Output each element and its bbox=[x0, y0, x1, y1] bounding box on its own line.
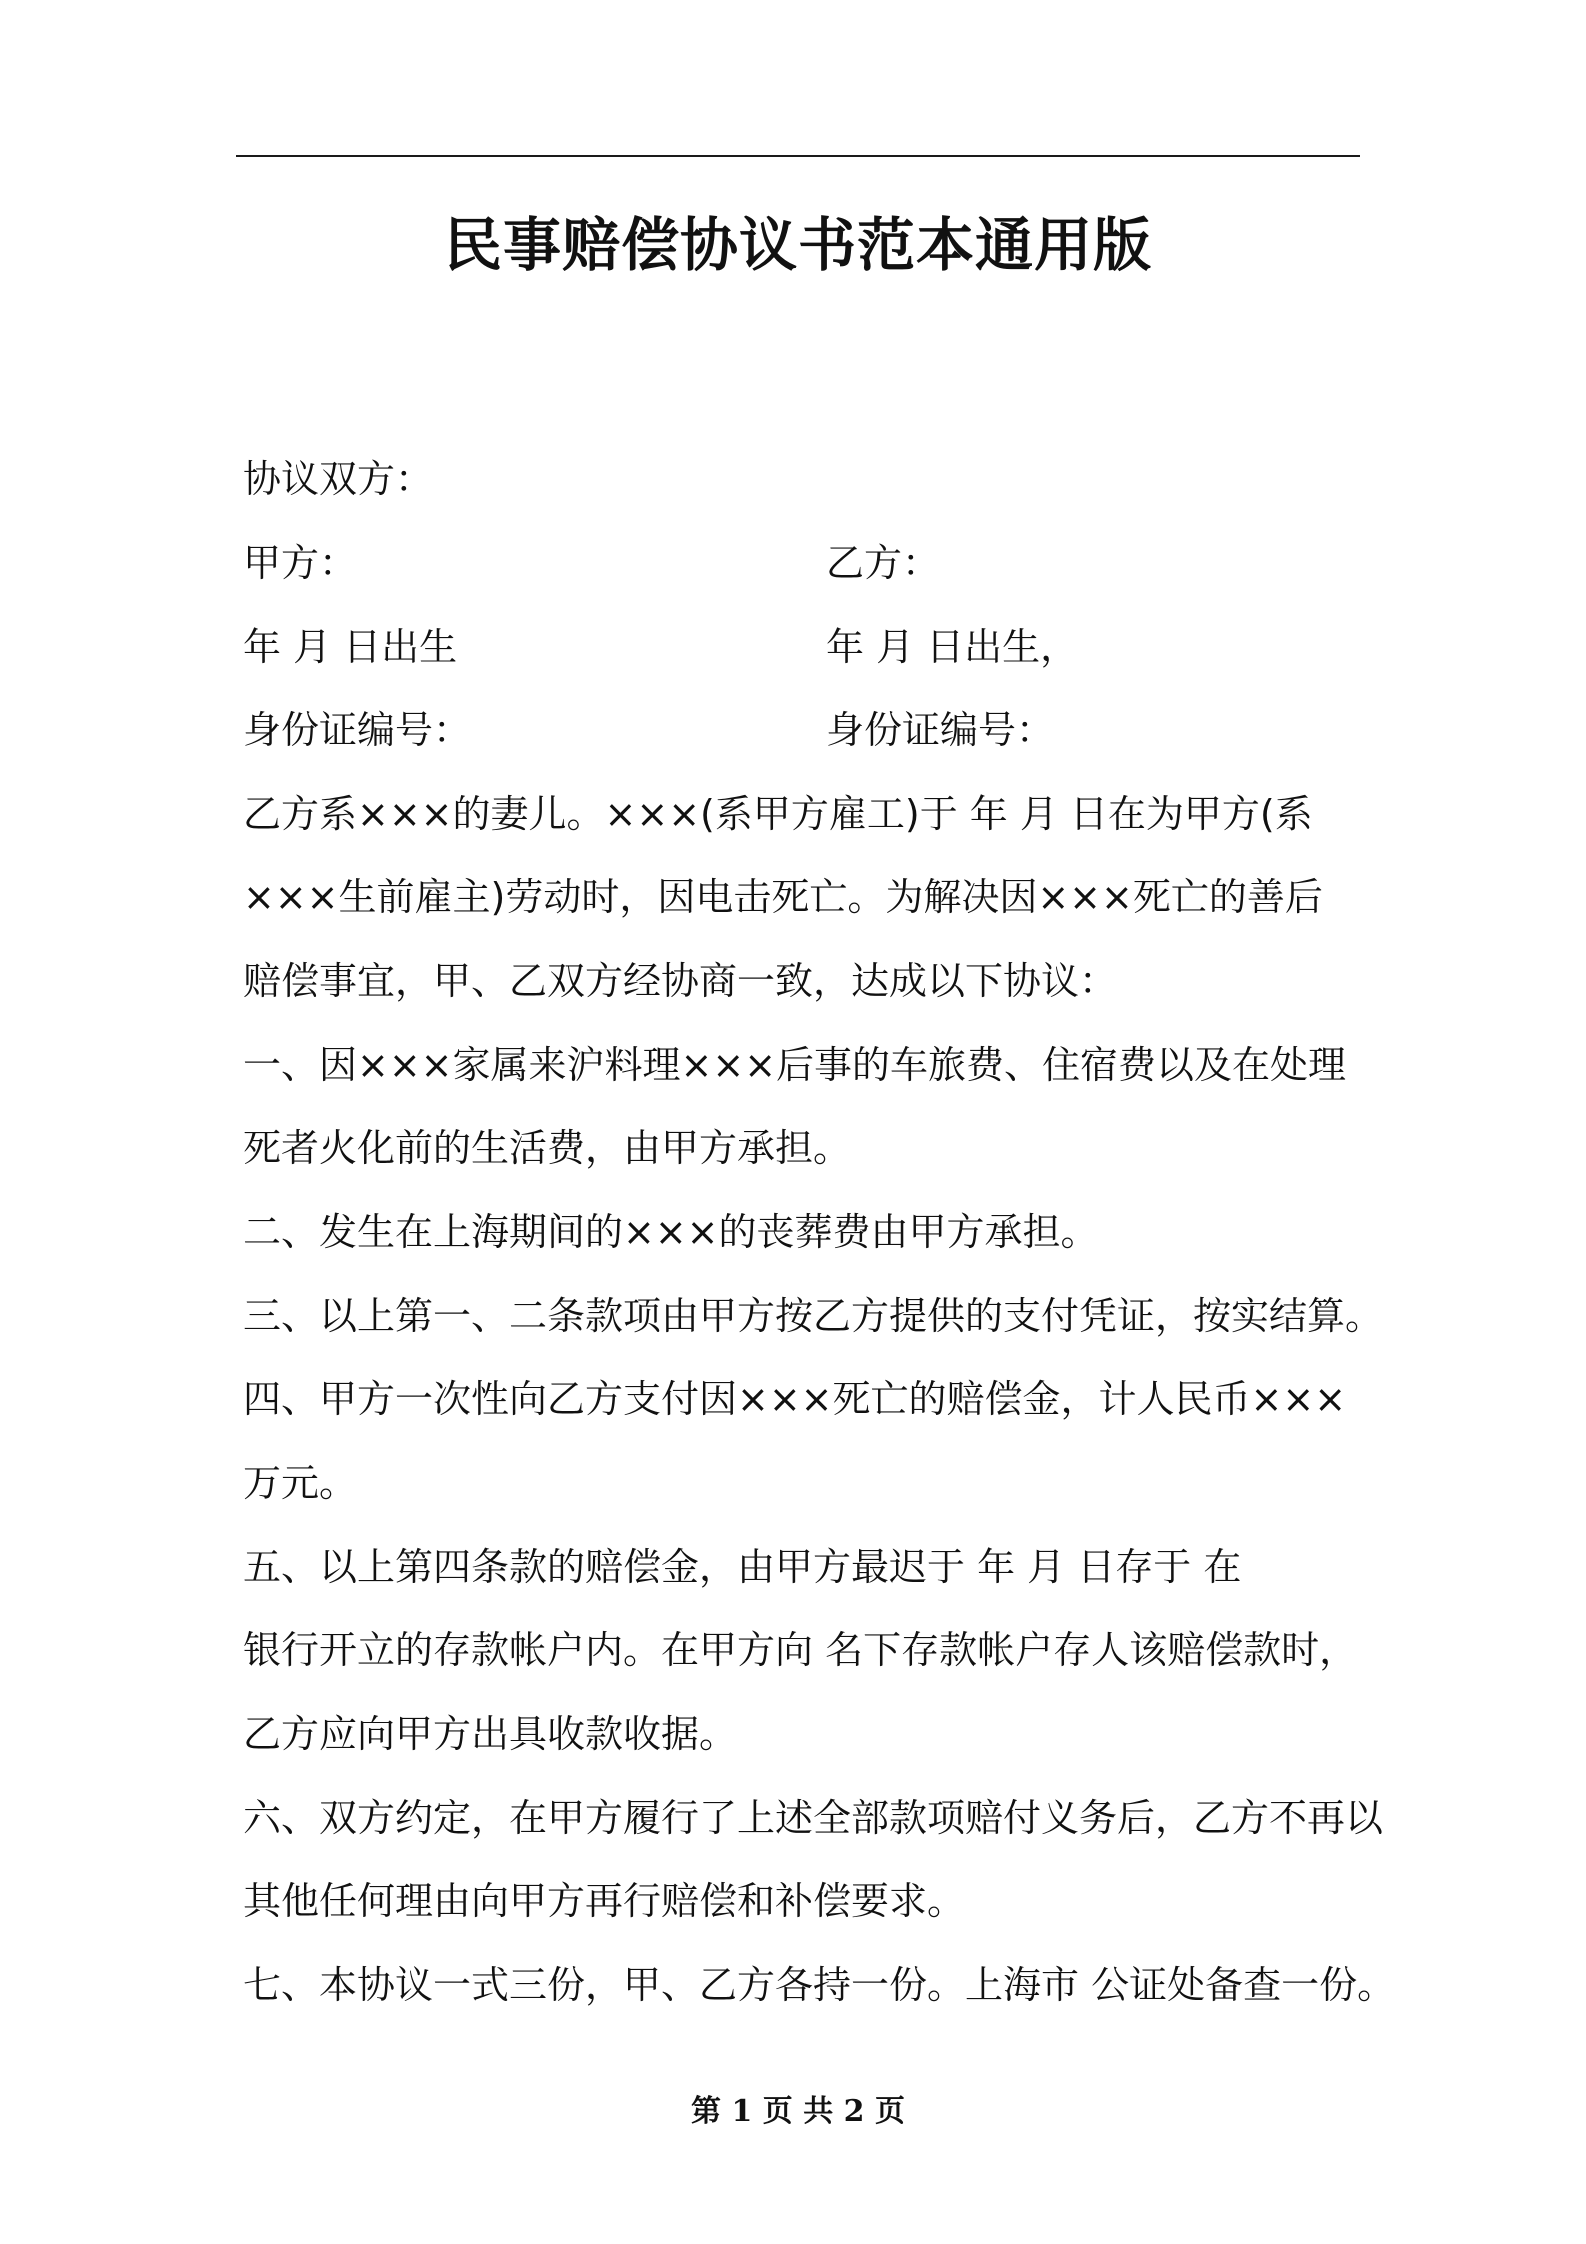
clause-1-line: 一、因×××家属来沪料理×××后事的车旅费、住宿费以及在处理 bbox=[243, 1043, 1347, 1087]
intro-line: ×××生前雇主)劳动时，因电击死亡。为解决因×××死亡的善后 bbox=[243, 875, 1323, 919]
party-a-birth: 年 月 日出生 bbox=[243, 625, 458, 669]
page-number: 1 bbox=[731, 2094, 753, 2129]
clause-4-line: 万元。 bbox=[243, 1461, 358, 1505]
party-a-label: 甲方： bbox=[243, 541, 358, 585]
party-b-id: 身份证编号： bbox=[826, 708, 1055, 752]
header-rule bbox=[236, 155, 1360, 157]
clause-5-line: 五、以上第四条款的赔偿金，由甲方最迟于 年 月 日存于 在 bbox=[243, 1545, 1242, 1589]
page-prefix: 第 bbox=[690, 2094, 721, 2129]
clause-5-line: 银行开立的存款帐户内。在甲方向 名下存款帐户存人该赔偿款时， bbox=[243, 1628, 1358, 1672]
clause-4-line: 四、甲方一次性向乙方支付因×××死亡的赔偿金，计人民币××× bbox=[243, 1377, 1347, 1421]
clause-1-line: 死者火化前的生活费，由甲方承担。 bbox=[243, 1126, 852, 1170]
intro-line: 乙方系×××的妻儿。×××(系甲方雇工)于 年 月 日在为甲方(系 bbox=[243, 792, 1313, 836]
clause-2-line: 二、发生在上海期间的×××的丧葬费由甲方承担。 bbox=[243, 1210, 1099, 1254]
clause-6-line: 其他任何理由向甲方再行赔偿和补偿要求。 bbox=[243, 1879, 966, 1923]
clause-5-line: 乙方应向甲方出具收款收据。 bbox=[243, 1712, 738, 1756]
clause-3-line: 三、以上第一、二条款项由甲方按乙方提供的支付凭证，按实结算。 bbox=[243, 1294, 1384, 1338]
clause-7-line: 七、本协议一式三份，甲、乙方各持一份。上海市 公证处备查一份。 bbox=[243, 1963, 1396, 2007]
page-mid: 页 共 bbox=[762, 2094, 834, 2129]
party-b-label: 乙方： bbox=[826, 541, 941, 585]
party-a-id: 身份证编号： bbox=[243, 708, 472, 752]
party-b-birth: 年 月 日出生， bbox=[826, 625, 1079, 669]
parties-heading: 协议双方： bbox=[243, 457, 434, 501]
page-total: 2 bbox=[843, 2094, 865, 2129]
intro-line: 赔偿事宜，甲、乙双方经协商一致，达成以下协议： bbox=[243, 959, 1118, 1003]
document-title: 民事赔偿协议书范本通用版 bbox=[443, 211, 1152, 279]
page-footer bbox=[236, 2092, 1360, 2132]
clause-6-line: 六、双方约定，在甲方履行了上述全部款项赔付义务后，乙方不再以 bbox=[243, 1796, 1384, 1840]
page-suffix: 页 bbox=[875, 2094, 905, 2129]
